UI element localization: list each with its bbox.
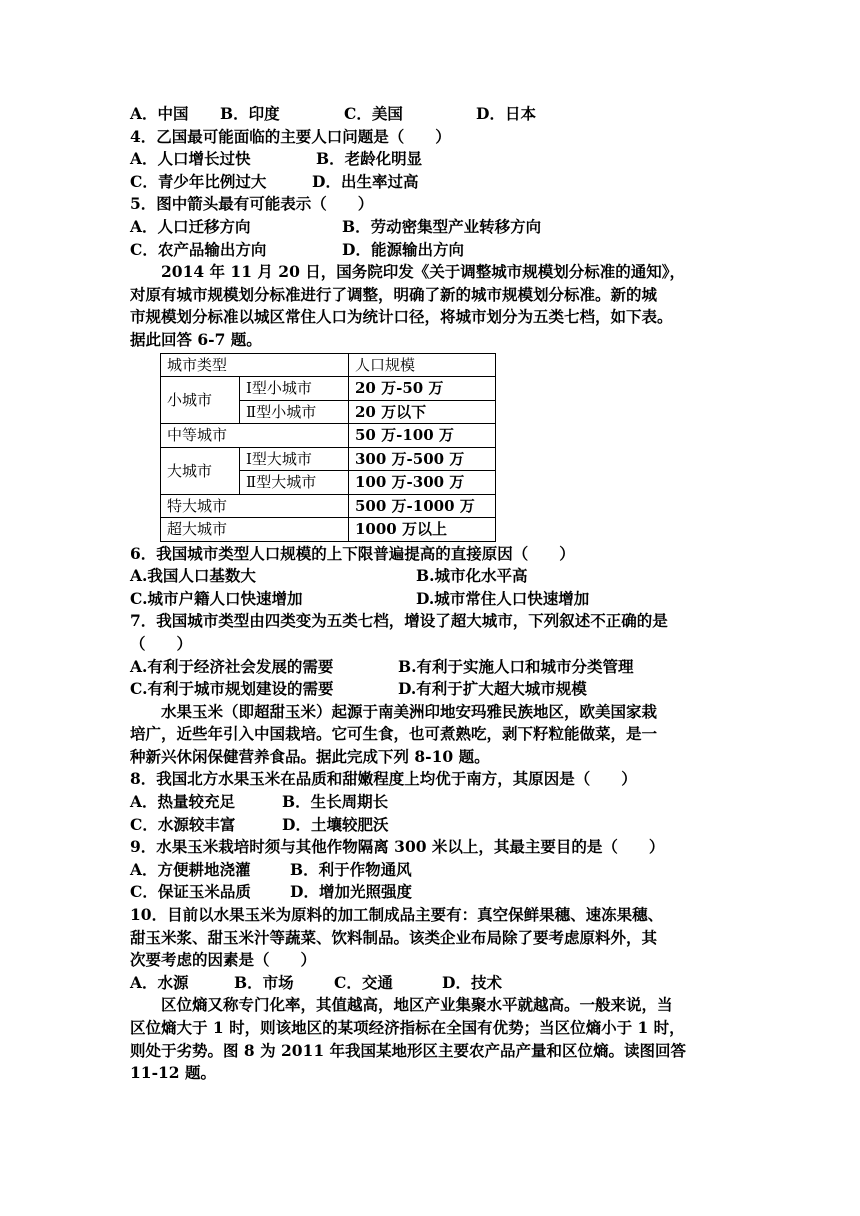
q7-options-row1: [130, 656, 740, 679]
q8-options-row2: [130, 814, 740, 837]
table-cell-large-city: 大城市: [161, 447, 240, 494]
q5-option-c: C．农产品输出方向: [130, 239, 267, 259]
q4-option-a: A．人口增长过快: [130, 149, 251, 169]
q4-option-c: C．青少年比例过大: [130, 171, 267, 191]
q9-option-d: D．增加光照强度: [290, 882, 412, 902]
q9-stem: 9．水果玉米栽培时须与其他作物隔离 300 米以上，其最主要目的是（ ）: [130, 837, 665, 857]
q5-option-d: D．能源输出方向: [342, 239, 464, 259]
table-cell-small-2-value: 20 万以下: [349, 400, 496, 424]
q10-option-b: B．市场: [234, 972, 294, 992]
table-cell-medium-city: 中等城市: [161, 424, 349, 448]
table-row: [161, 447, 496, 471]
passage2-line1: 水果玉米（即超甜玉米）起源于南美洲印地安玛雅民族地区，欧美国家栽: [161, 701, 658, 721]
table-cell-super-value: 1000 万以上: [349, 518, 496, 542]
q7-option-a: A.有利于经济社会发展的需要: [130, 656, 334, 676]
q10-option-a: A．水源: [130, 972, 189, 992]
q7-option-d: D.有利于扩大超大城市规模: [398, 679, 587, 699]
q10-stem-line2: 甜玉米浆、甜玉米汁等蔬菜、饮料制品。该类企业布局除了要考虑原料外，其: [130, 927, 658, 947]
table-cell-extra-large-value: 500 万-1000 万: [349, 494, 496, 518]
q9-option-b: B．利于作物通风: [290, 859, 412, 879]
city-scale-table: [160, 353, 496, 542]
table-row: [161, 494, 496, 518]
passage1-line4: 据此回答 6-7 题。: [130, 329, 262, 349]
exam-page: [130, 103, 740, 1085]
table-row: [161, 518, 496, 542]
q10-stem-line3: 次要考虑的因素是（ ）: [130, 950, 317, 970]
q6-option-c: C.城市户籍人口快速增加: [130, 588, 303, 608]
q10-stem-line1: 10．目前以水果玉米为原料的加工制成品主要有：真空保鲜果穗、速冻果穗、: [130, 905, 664, 925]
passage1-line3: 市规模划分标准以城区常住人口为统计口径，将城市划分为五类七档，如下表。: [130, 307, 673, 327]
table-header-type: 城市类型: [161, 353, 349, 377]
passage3-line3: 则处于劣势。图 8 为 2011 年我国某地形区主要农产品产量和区位熵。读图回答: [130, 1040, 687, 1060]
q7-stem-bracket: （ ）: [130, 633, 193, 653]
q7-stem: 7．我国城市类型由四类变为五类七档，增设了超大城市，下列叙述不正确的是: [130, 611, 668, 631]
q6-option-b: B.城市化水平高: [416, 566, 528, 586]
q4-stem: 4．乙国最可能面临的主要人口问题是（ ）: [130, 126, 451, 146]
table-cell-large-2-value: 100 万-300 万: [349, 471, 496, 495]
q3-option-b: B．印度: [220, 104, 280, 123]
table-cell-small-city: 小城市: [161, 377, 240, 424]
q8-option-d: D．土壤较肥沃: [282, 814, 389, 834]
q6-stem: 6．我国城市类型人口规模的上下限普遍提高的直接原因（ ）: [130, 543, 575, 563]
q7-options-row2: [130, 678, 740, 701]
q3-options: [130, 103, 740, 126]
q6-options-row1: [130, 565, 740, 588]
passage3-line2: 区位熵大于 1 时，则该地区的某项经济指标在全国有优势；当区位熵小于 1 时，: [130, 1018, 685, 1037]
q10-option-c: C．交通: [334, 972, 393, 992]
q6-option-a: A.我国人口基数大: [130, 566, 256, 586]
q8-option-c: C．水源较丰富: [130, 814, 236, 834]
table-row: [161, 377, 496, 401]
q8-option-b: B．生长周期长: [282, 792, 389, 812]
q5-options-row1: [130, 216, 740, 239]
q6-option-d: D.城市常住人口快速增加: [416, 588, 590, 608]
passage3-line4: 11-12 题。: [130, 1063, 216, 1083]
q4-option-d: D．出生率过高: [312, 171, 419, 191]
q10-option-d: D．技术: [442, 972, 502, 992]
q4-options-row2: [130, 171, 740, 194]
q3-option-a: A．中国: [130, 104, 189, 123]
table-cell-super-city: 超大城市: [161, 518, 349, 542]
q9-option-c: C．保证玉米品质: [130, 882, 251, 902]
q7-option-b: B.有利于实施人口和城市分类管理: [398, 656, 634, 676]
table-header-row: [161, 353, 496, 377]
q9-option-a: A．方便耕地浇灌: [130, 859, 251, 879]
passage1-line1: 2014 年 11 月 20 日，国务院印发《关于调整城市规模划分标准的通知》，: [161, 262, 686, 282]
table-header-scale: 人口规模: [349, 353, 496, 377]
q5-options-row2: [130, 239, 740, 262]
q5-stem: 5．图中箭头最有可能表示（ ）: [130, 194, 374, 214]
q9-options-row2: [130, 881, 740, 904]
table-cell-small-1: Ⅰ型小城市: [240, 377, 349, 401]
q4-options-row1: [130, 148, 740, 171]
passage3-line1: 区位熵又称专门化率，其值越高，地区产业集聚水平就越高。一般来说，当: [161, 995, 673, 1015]
q8-options-row1: [130, 791, 740, 814]
passage2-line2: 培广，近些年引入中国栽培。它可生食，也可煮熟吃，剥下籽粒能做菜，是一: [130, 724, 658, 744]
passage1-line2: 对原有城市规模划分标准进行了调整，明确了新的城市规模划分标准。新的城: [130, 284, 658, 304]
table-cell-large-1-value: 300 万-500 万: [349, 447, 496, 471]
q10-options: [130, 972, 740, 995]
q7-option-c: C.有利于城市规划建设的需要: [130, 679, 334, 699]
passage2-line3: 种新兴休闲保健营养食品。据此完成下列 8-10 题。: [130, 746, 490, 766]
q4-option-b: B．老龄化明显: [316, 149, 423, 169]
table-cell-medium-value: 50 万-100 万: [349, 424, 496, 448]
table-cell-large-1: Ⅰ型大城市: [240, 447, 349, 471]
table-cell-small-2: Ⅱ型小城市: [240, 400, 349, 424]
table-cell-extra-large-city: 特大城市: [161, 494, 349, 518]
q3-option-d: D．日本: [476, 104, 536, 123]
q8-option-a: A．热量较充足: [130, 792, 236, 812]
q5-option-a: A．人口迁移方向: [130, 216, 251, 236]
table-cell-small-1-value: 20 万-50 万: [349, 377, 496, 401]
table-row: [161, 424, 496, 448]
q8-stem: 8．我国北方水果玉米在品质和甜嫩程度上均优于南方，其原因是（ ）: [130, 769, 637, 789]
q3-option-c: C．美国: [344, 104, 403, 123]
q6-options-row2: [130, 588, 740, 611]
table-cell-large-2: Ⅱ型大城市: [240, 471, 349, 495]
q9-options-row1: [130, 859, 740, 882]
q5-option-b: B．劳动密集型产业转移方向: [342, 216, 542, 236]
